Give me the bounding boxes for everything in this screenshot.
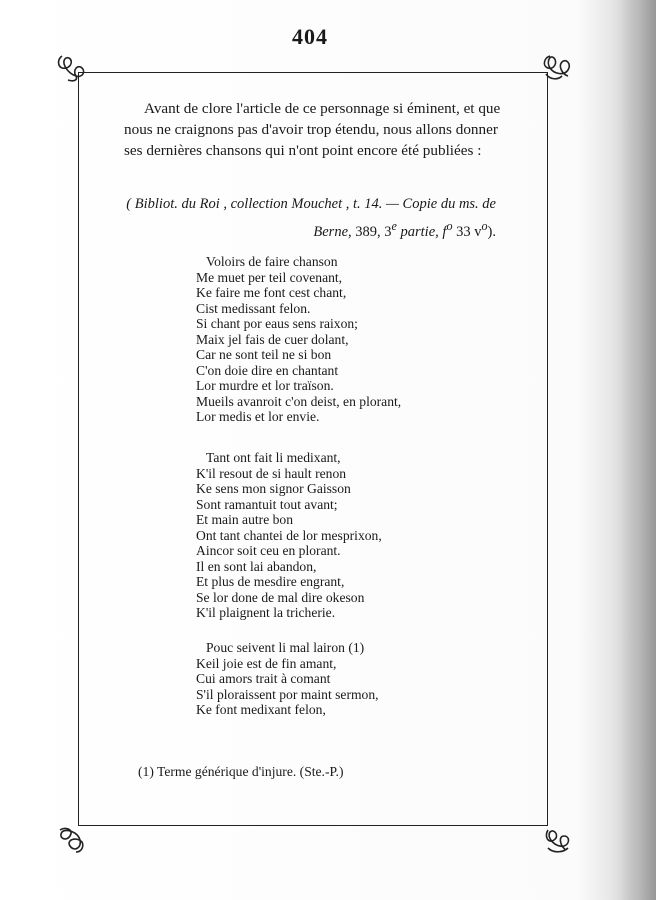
- corner-ornament-icon: [540, 822, 574, 856]
- poem-line: Tant ont fait li medixant,: [206, 450, 341, 465]
- poem-line: Sont ramantuit tout avant;: [196, 496, 338, 512]
- source-citation: [124, 193, 496, 243]
- poem-stanza: [196, 450, 456, 621]
- poem-line: C'on doie dire en chantant: [196, 362, 339, 378]
- poem-line: Me muet per teil covenant,: [196, 269, 343, 285]
- poem-line: Lor murdre et lor traïson.: [196, 378, 334, 393]
- poem-line: K'il plaignent la tricherie.: [196, 605, 336, 620]
- poem-line: Ont tant chantei de lor mesprixon,: [196, 527, 382, 543]
- poem-line: Pouc seivent li mal lairon (1): [206, 640, 365, 655]
- intro-line: nous ne craignons pas d'avoir trop étendu, nous allons donner: [124, 121, 498, 138]
- poem-stanza: [196, 254, 456, 425]
- poem-line: Si chant por eaus sens raixon;: [196, 316, 358, 331]
- poem-line: Se lor done de mal dire okeson: [196, 589, 365, 605]
- poem-line: Maix jel fais de cuer dolant,: [196, 331, 349, 347]
- poem-line: Ke sens mon signor Gaisson: [196, 481, 351, 496]
- poem-line: Keil joie est de fin amant,: [196, 655, 337, 671]
- intro-paragraph: [124, 98, 506, 161]
- poem-line: Car ne sont teil ne si bon: [196, 347, 332, 362]
- poem-line: S'il ploraissent por maint sermon,: [196, 686, 379, 702]
- poem-line: Et main autre bon: [196, 512, 294, 527]
- source-line: ( Bibliot. du Roi , collection Mouchet , t. 14. — Copie du ms. de: [126, 196, 496, 212]
- corner-ornament-icon: [54, 50, 88, 84]
- footnote: (1) Terme générique d'injure. (Ste.-P.): [138, 764, 344, 779]
- corner-ornament-icon: [540, 50, 574, 84]
- poem-line: Cist medissant felon.: [196, 300, 311, 316]
- poem-line: Ke font medixant felon,: [196, 702, 326, 717]
- poem-line: Il en sont lai abandon,: [196, 558, 317, 574]
- poem-line: Voloirs de faire chanson: [206, 254, 338, 269]
- source-line: Berne, 389, 3e partie, $f^o$ 33 $v^o$).: [313, 219, 496, 240]
- poem-line: Aincor soit ceu en plorant.: [196, 543, 341, 558]
- poem-line: K'il resout de si hault renon: [196, 465, 347, 481]
- page-gutter-shadow: [620, 0, 656, 900]
- poem-line: Et plus de mesdire engrant,: [196, 574, 345, 589]
- intro-line: ses dernières chansons qui n'ont point encore été publiées :: [124, 142, 482, 159]
- corner-ornament-icon: [54, 822, 88, 856]
- poem-line: Cui amors trait à comant: [196, 671, 331, 686]
- poem-line: Mueils avanroit c'on deist, en plorant,: [196, 393, 402, 409]
- poem-stanza: [196, 640, 456, 718]
- poem-line: Ke faire me font cest chant,: [196, 285, 347, 300]
- page-number: 404: [292, 24, 328, 49]
- intro-line: Avant de clore l'article de ce personnage si éminent, et que: [144, 100, 501, 117]
- poem-line: Lor medis et lor envie.: [196, 409, 320, 424]
